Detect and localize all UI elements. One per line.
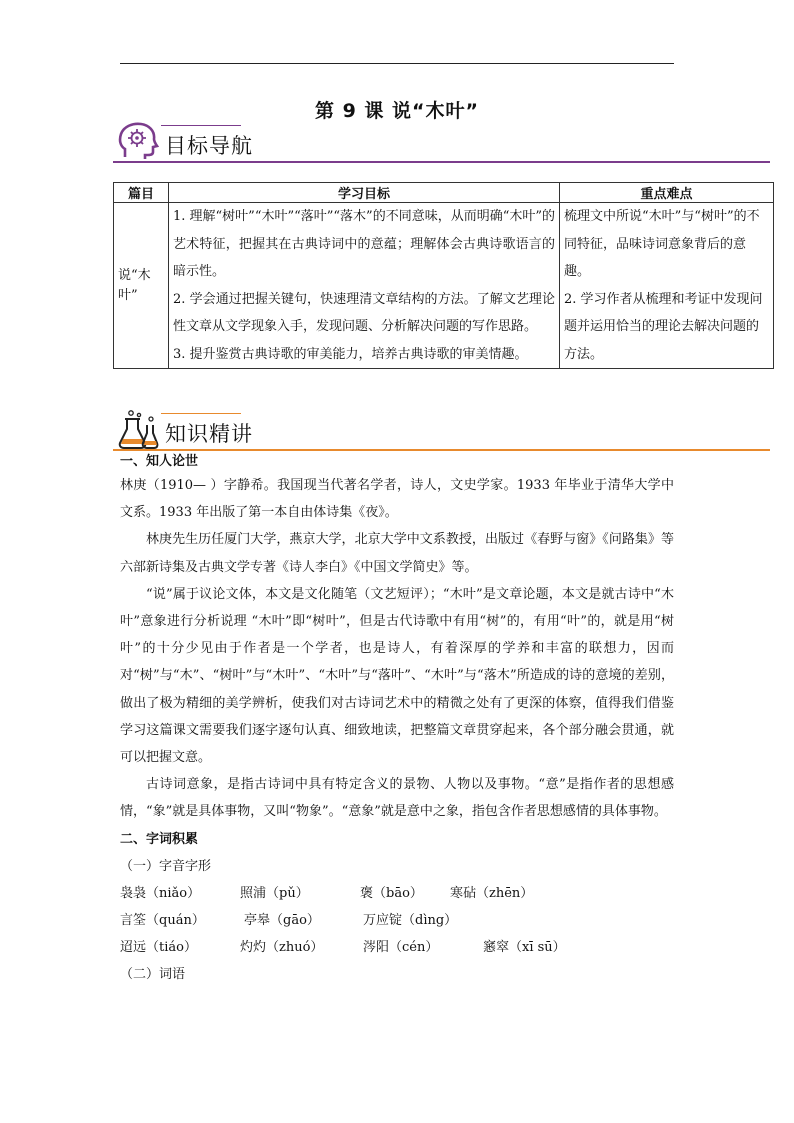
section-rule: [113, 449, 770, 451]
header-accent-line: [161, 125, 241, 126]
word-item: 涔阳（cén）: [363, 939, 439, 955]
section-rule: [113, 161, 770, 163]
subheading: （一）字音字形: [120, 858, 212, 874]
header-piece: 篇目: [114, 183, 169, 203]
word-row: [120, 880, 674, 907]
word-item: 迢远（tiáo）: [120, 939, 197, 955]
page-title: 第 9 课 说“木叶”: [314, 100, 480, 122]
vocab-heading: 二、字词积累: [120, 831, 199, 847]
author-heading: 一、知人论世: [120, 454, 199, 469]
paragraph: “说”属于议论文体，本文是文化随笔（文艺短评）；“木叶”是文章论题，本文是就古诗中“木叶”意象进行分析说理 “木叶”即“树叶”，但是古代诗歌中有用“树”的，有用“叶”的，就是用“树叶”的十分少见由于作者是一个学者，也是诗人，有着深厚的学养和丰富的联想力，因而对“树”与“木”、“树叶”与“木叶”、“木叶”与“落叶”、“木叶”与“落木”所造成的诗的意境的差别，做出了极为精细的美学辨析，使我们对古诗词艺术中的精微之处有了更深的体察，值得我们借鉴学习这篇课文需要我们逐字逐句认真、细致地读，把整篇文章贯穿起来，各个部分融会贯通，就可以把握文意。: [120, 586, 674, 766]
word-row: [120, 907, 674, 934]
objective-item: 3. 提升鉴赏古典诗歌的审美能力，培养古典诗歌的审美情趣。: [173, 346, 528, 362]
paragraph: 林庚先生历任厦门大学，燕京大学，北京大学中文系教授，出版过《春野与窗》《问路集》等六部新诗集及古典文学专著《诗人李白》《中国文学简史》等。: [120, 532, 674, 575]
table-header-row: [114, 183, 774, 203]
word-item: 亭皋（gāo）: [244, 912, 320, 928]
word-item: 寒砧（zhēn）: [450, 885, 534, 901]
piece-cell: 说“木叶”: [114, 203, 169, 369]
word-item: 万应锭（dìng）: [363, 912, 458, 928]
key-point-item: 2. 学习作者从梳理和考证中发现问题并运用恰当的理论去解决问题的方法。: [564, 291, 763, 362]
key-point-item: 梳理文中所说“木叶”与“树叶”的不同特征，品味诗词意象背后的意趣。: [564, 209, 760, 279]
knowledge-body: [120, 452, 674, 988]
header-accent-line: [161, 413, 241, 414]
word-item: 照浦（pǔ）: [240, 885, 309, 901]
word-item: 灼灼（zhuó）: [240, 939, 324, 955]
header-key-points: 重点难点: [560, 183, 774, 203]
header-rule: [120, 63, 674, 64]
word-item: 褒（bāo）: [360, 885, 423, 901]
objectives-cell: [169, 203, 560, 369]
word-item: 袅袅（niǎo）: [120, 885, 201, 901]
key-points-cell: [560, 203, 774, 369]
word-item: 言筌（quán）: [120, 912, 205, 928]
paragraph: 古诗词意象，是指古诗词中具有特定含义的景物、人物以及事物。“意”是指作者的思想感情，“象”就是具体事物，又叫“物象”。“意象”就是意中之象，指包含作者思想感情的具体事物。: [120, 777, 674, 820]
section-header-knowledge: [113, 409, 770, 451]
section-title: 目标导航: [165, 134, 253, 158]
paragraph: 林庚（1910— ）字静希。我国现当代著名学者，诗人，文史学家。1933 年毕业于清华大学中文系。1933 年出版了第一本自由体诗集《夜》。: [120, 478, 674, 521]
word-row: [120, 934, 674, 961]
flask-icon: [117, 409, 159, 449]
header-objectives: 学习目标: [169, 183, 560, 203]
brain-head-icon: [117, 121, 159, 161]
subheading: （二）词语: [120, 966, 186, 982]
word-item: 窸窣（xī sū）: [483, 939, 566, 955]
objective-item: 1. 理解“树叶”“木叶”“落叶”“落木”的不同意味，从而明确“木叶”的艺术特征，把握其在古典诗词中的意蕴；理解体会古典诗歌语言的暗示性。: [173, 209, 555, 279]
goals-table: [113, 182, 774, 369]
objective-item: 2. 学会通过把握关键句，快速理清文章结构的方法。了解文艺理论性文章从文学现象入手，发现问题、分析解决问题的写作思路。: [173, 291, 555, 334]
table-row: [114, 203, 774, 369]
section-title: 知识精讲: [165, 422, 253, 446]
section-header-goals: [113, 121, 770, 163]
